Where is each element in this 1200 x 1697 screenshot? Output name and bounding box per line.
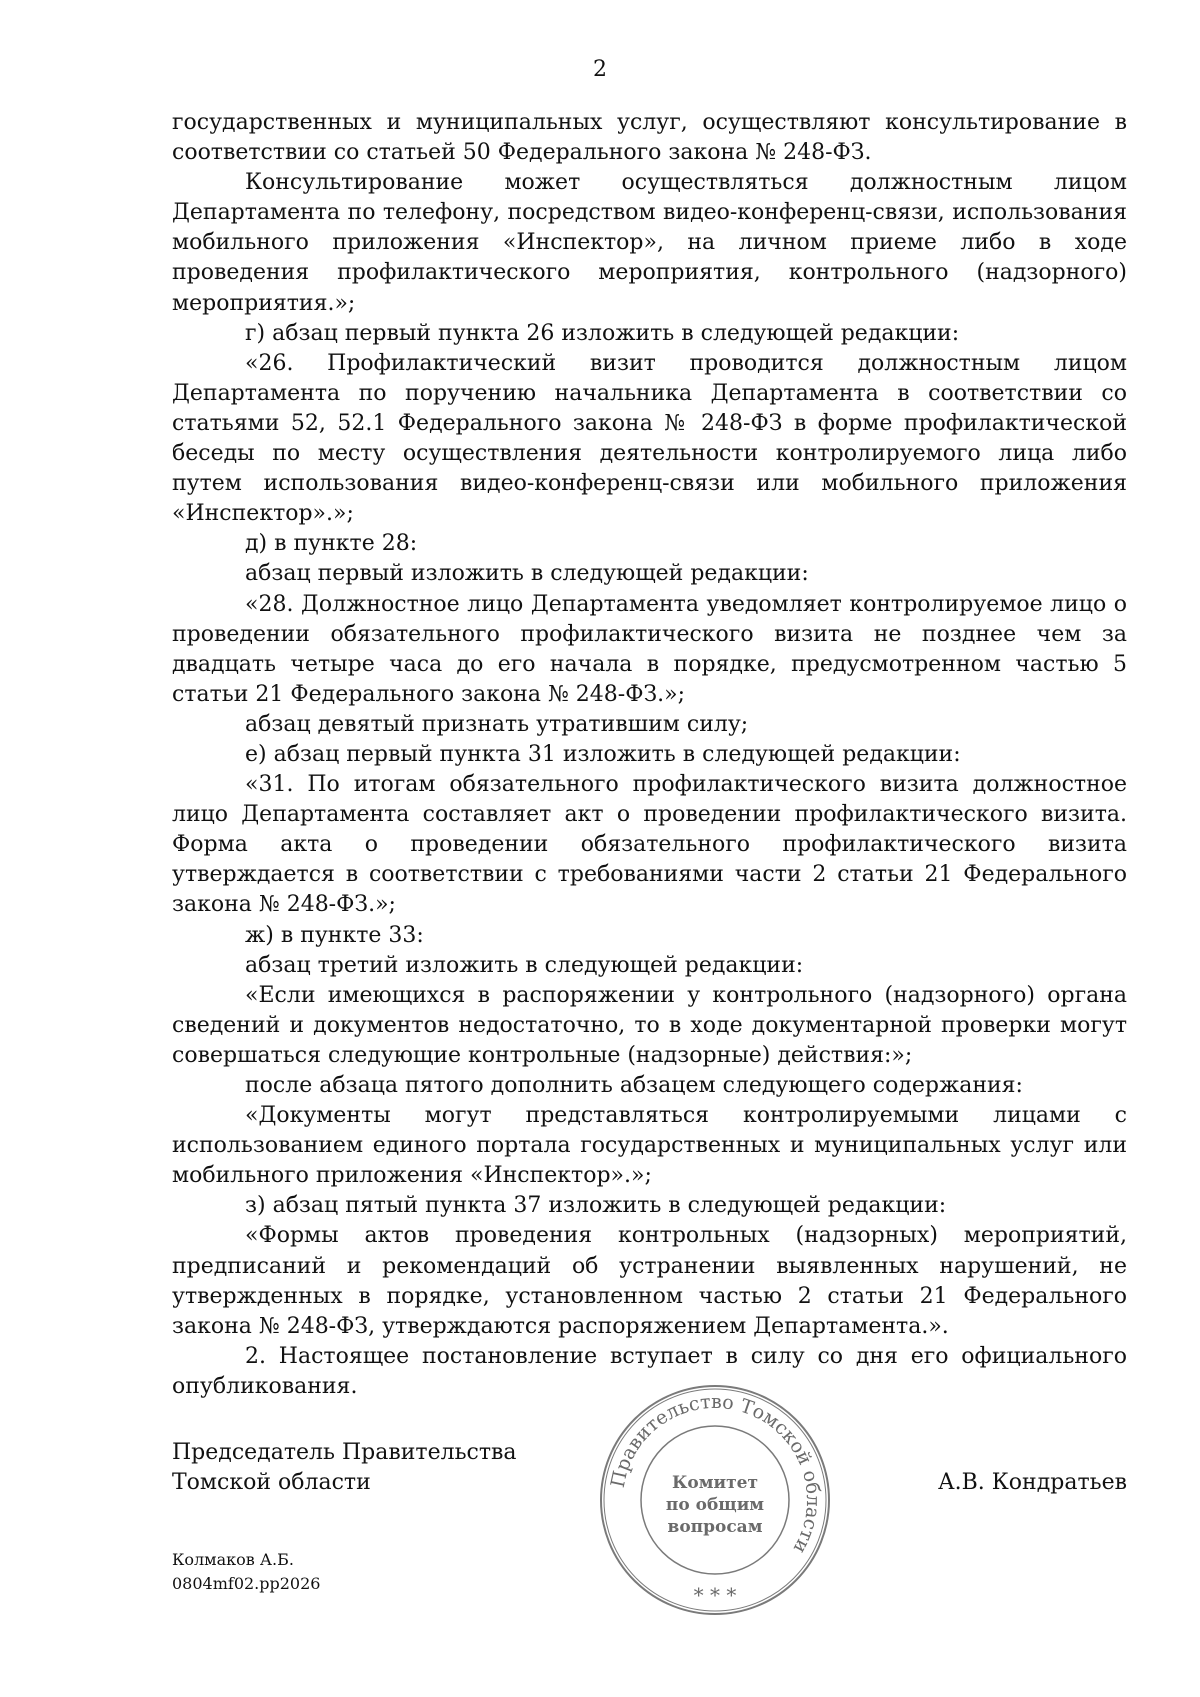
document-code: 0804mf02.pp2026 xyxy=(172,1574,321,1593)
body-paragraph: «28. Должностное лицо Департамента уведомляет контролируемое лицо о проведении обязательного профилактического визита не позднее чем за двадцать четыре часа до его начала в порядке, предусмотренном частью 5 статьи 21 Федерального закона № 248-ФЗ.»; xyxy=(172,591,1127,707)
body-paragraph: после абзаца пятого дополнить абзацем следующего содержания: xyxy=(245,1073,1023,1098)
stamp-center-line-2: по общим xyxy=(665,1495,765,1515)
body-paragraph: «26. Профилактический визит проводится должностным лицом Департамента по поручению начальника Департамента в соответствии со статьями 52, 52.1 Федерального закона № 248-ФЗ в форме профилактической беседы по месту осуществления деятельности контролируемого лица либо путем использования видео-конференц-связи или мобильного приложения «Инспектор».»; xyxy=(172,350,1127,527)
body-paragraph: государственных и муниципальных услуг, осуществляют консультирование в соответствии со статьей 50 Федерального закона № 248-ФЗ. xyxy=(172,110,1127,166)
body-paragraph: е) абзац первый пункта 31 изложить в следующей редакции: xyxy=(245,741,961,767)
stamp-center-line-3: вопросам xyxy=(667,1517,763,1537)
body-paragraph: абзац девятый признать утратившим силу; xyxy=(245,711,749,737)
body-paragraph: «Документы могут представляться контролируемыми лицами с использованием единого портала государственных и муниципальных услуг или мобильного приложения «Инспектор».»; xyxy=(172,1103,1127,1189)
body-paragraph: Консультирование может осуществляться должностным лицом Департамента по телефону, посредством видео-конференц-связи, использования мобильного приложения «Инспектор», на личном приеме либо в ходе проведения профилактического мероприятия, контрольного (надзорного) мероприятия.»; xyxy=(172,170,1127,316)
executor-name: Колмаков А.Б. xyxy=(172,1550,294,1569)
body-paragraph: ж) в пункте 33: xyxy=(245,922,424,948)
body-paragraph: абзац первый изложить в следующей редакции: xyxy=(245,561,809,587)
stamp-center-line-1: Комитет xyxy=(671,1473,759,1493)
body-paragraph: д) в пункте 28: xyxy=(245,531,418,557)
body-paragraph: г) абзац первый пункта 26 изложить в следующей редакции: xyxy=(245,320,960,346)
signatory-position xyxy=(172,1438,517,1498)
body-paragraph: «Если имеющихся в распоряжении у контрольного (надзорного) органа сведений и документов недостаточно, то в ходе документарной проверки могут совершаться следующие контрольные (надзорные) действия:»; xyxy=(172,982,1127,1068)
body-paragraph: 2. Настоящее постановление вступает в силу со дня его официального опубликования. xyxy=(172,1343,1127,1399)
body-paragraph: з) абзац пятый пункта 37 изложить в следующей редакции: xyxy=(245,1193,947,1219)
official-stamp xyxy=(595,1380,835,1620)
stamp-ring-text: Правительство Томской области xyxy=(606,1390,825,1558)
body-paragraph: абзац третий изложить в следующей редакции: xyxy=(245,952,804,978)
executor-info xyxy=(172,1548,320,1596)
stamp-stars: * * * xyxy=(693,1583,737,1607)
signatory-position-line-2: Томской области xyxy=(172,1470,371,1495)
signatory-name: А.В. Кондратьев xyxy=(937,1470,1127,1495)
body-paragraph: «Формы актов проведения контрольных (надзорных) мероприятий, предписаний и рекомендаций об устранении выявленных нарушений, не утвержденных в порядке, установленном частью 2 статьи 21 Федерального закона № 248-ФЗ, утверждаются распоряжением Департамента.». xyxy=(172,1223,1127,1339)
document-body xyxy=(172,108,1127,1402)
signatory-position-line-1: Председатель Правительства xyxy=(172,1440,517,1465)
page-number: 2 xyxy=(593,57,607,82)
body-paragraph: «31. По итогам обязательного профилактического визита должностное лицо Департамента составляет акт о проведении профилактического визита. Форма акта о проведении обязательного профилактического визита утверждается в соответствии с требованиями части 2 статьи 21 Федерального закона № 248-ФЗ.»; xyxy=(172,772,1127,918)
